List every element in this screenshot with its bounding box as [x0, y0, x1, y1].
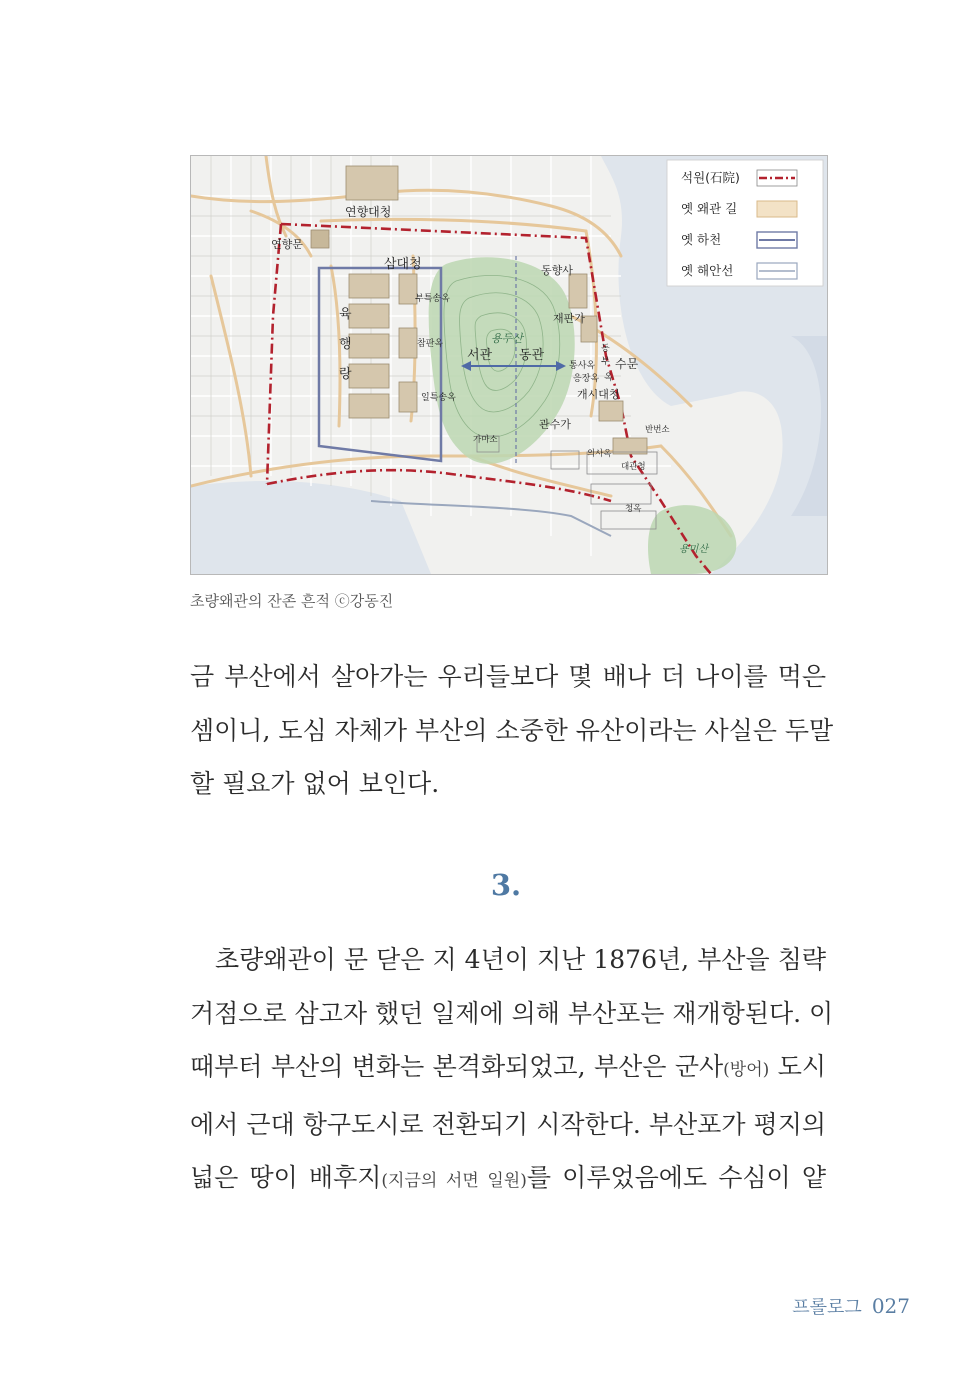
paragraph-2-line-5	[190, 1151, 826, 1209]
label-haeng: 행	[339, 337, 352, 352]
label-daegwan-cheong: 대관청	[621, 462, 646, 472]
label-ok: 옥	[604, 373, 613, 383]
paragraph-2-line-5-note: (지금의 서면 일원)	[381, 1171, 527, 1191]
label-yongmisan: 용미산	[679, 544, 708, 555]
paragraph-2	[190, 933, 834, 1209]
label-yongdusan: 용두산	[491, 332, 523, 345]
legend-old-coast-label: 옛 해안선	[681, 263, 734, 278]
paragraph-1	[190, 650, 834, 811]
paragraph-2-line-5-b: 를 이루었음에도 수심이 얕	[526, 1163, 827, 1192]
paragraph-2-line-3-note: (방어)	[723, 1060, 770, 1080]
legend-old-road-swatch	[757, 201, 797, 217]
label-il-teuk-song-ok: 일특송옥	[421, 393, 456, 403]
label-donggwan: 동관	[519, 348, 545, 363]
label-yeonhyang-mun: 연향문	[271, 238, 303, 251]
yongdusan-hill	[429, 257, 575, 464]
map-legend	[667, 160, 823, 286]
label-bu: 부	[601, 357, 610, 367]
label-tongsa-ok: 통사옥	[569, 361, 596, 371]
west-buildings	[349, 274, 417, 418]
page-number: 027	[871, 1294, 910, 1318]
legend-stone-wall-label: 석원(石院)	[681, 170, 740, 185]
paragraph-1-line-2: 셈이니, 도심 자체가 부산의 소중한 유산이라는 사실은 두말	[190, 715, 834, 745]
yeonhyang-mun-building	[311, 230, 329, 248]
label-cheong-ok: 청옥	[625, 504, 642, 514]
paragraph-2-line-3-b: 도시	[769, 1052, 827, 1081]
label-banbeon-so: 반번소	[645, 425, 670, 435]
paragraph-2-line-3-a: 때부터 부산의 변화는 본격화되었고, 부산은 군사	[190, 1052, 724, 1081]
label-eungjang-ok: 응장옥	[573, 374, 600, 384]
label-sumun: 수문	[615, 357, 639, 371]
paragraph-2-line-1: 초량왜관이 문 닫은 지 4년이 지난 1876년, 부산을 침략	[215, 945, 826, 974]
paragraph-2-line-4: 에서 근대 항구도시로 전환되기 시작한다. 부산포가 평지의	[190, 1109, 826, 1139]
label-uisa-ok: 의사옥	[587, 449, 612, 459]
label-dong: 동	[601, 344, 610, 354]
label-gwansuga: 관수가	[539, 418, 571, 431]
sea-south	[191, 481, 431, 574]
section-number: 3.	[490, 868, 522, 902]
footer-section-title: 프롤로그	[792, 1297, 862, 1318]
label-donghyangsa: 동향사	[541, 264, 573, 277]
label-yeonhyang-daecheong: 연향대청	[345, 205, 392, 219]
paragraph-2-line-2: 거점으로 삼고자 했던 일제에 의해 부산포는 재개항된다. 이	[190, 998, 834, 1028]
paragraph-1-line-1: 금 부산에서 살아가는 우리들보다 몇 배나 더 나이를 먹은	[190, 662, 826, 691]
yeonhyang-daecheong-building	[346, 166, 398, 200]
label-yuk: 육	[339, 307, 352, 322]
label-samdae-cheong: 삼대청	[384, 257, 422, 272]
paragraph-2-line-3	[190, 1040, 826, 1098]
label-seogwan: 서관	[467, 348, 493, 363]
label-jaepanga: 재판가	[553, 312, 585, 325]
page-footer	[792, 1293, 910, 1319]
yongmisan-hill	[648, 505, 736, 574]
label-gaesi-daecheong: 개시대청	[577, 388, 620, 401]
figure-caption: 초량왜관의 잔존 흔적 ⓒ강동진	[190, 592, 394, 610]
choryang-waegwan-map	[191, 156, 827, 574]
label-rang: 랑	[339, 367, 352, 382]
map-figure	[190, 155, 828, 575]
label-bu-teuk-song-ok: 부특송옥	[415, 294, 450, 304]
label-cham-pan-ok: 참판옥	[417, 339, 444, 349]
legend-old-road-label: 옛 왜관 길	[681, 201, 738, 216]
paragraph-1-line-3: 할 필요가 없어 보인다.	[190, 769, 440, 798]
legend-old-stream-label: 옛 하천	[681, 232, 722, 247]
label-gamaso: 가마소	[473, 435, 498, 445]
paragraph-2-line-5-a: 넓은 땅이 배후지	[190, 1163, 382, 1192]
